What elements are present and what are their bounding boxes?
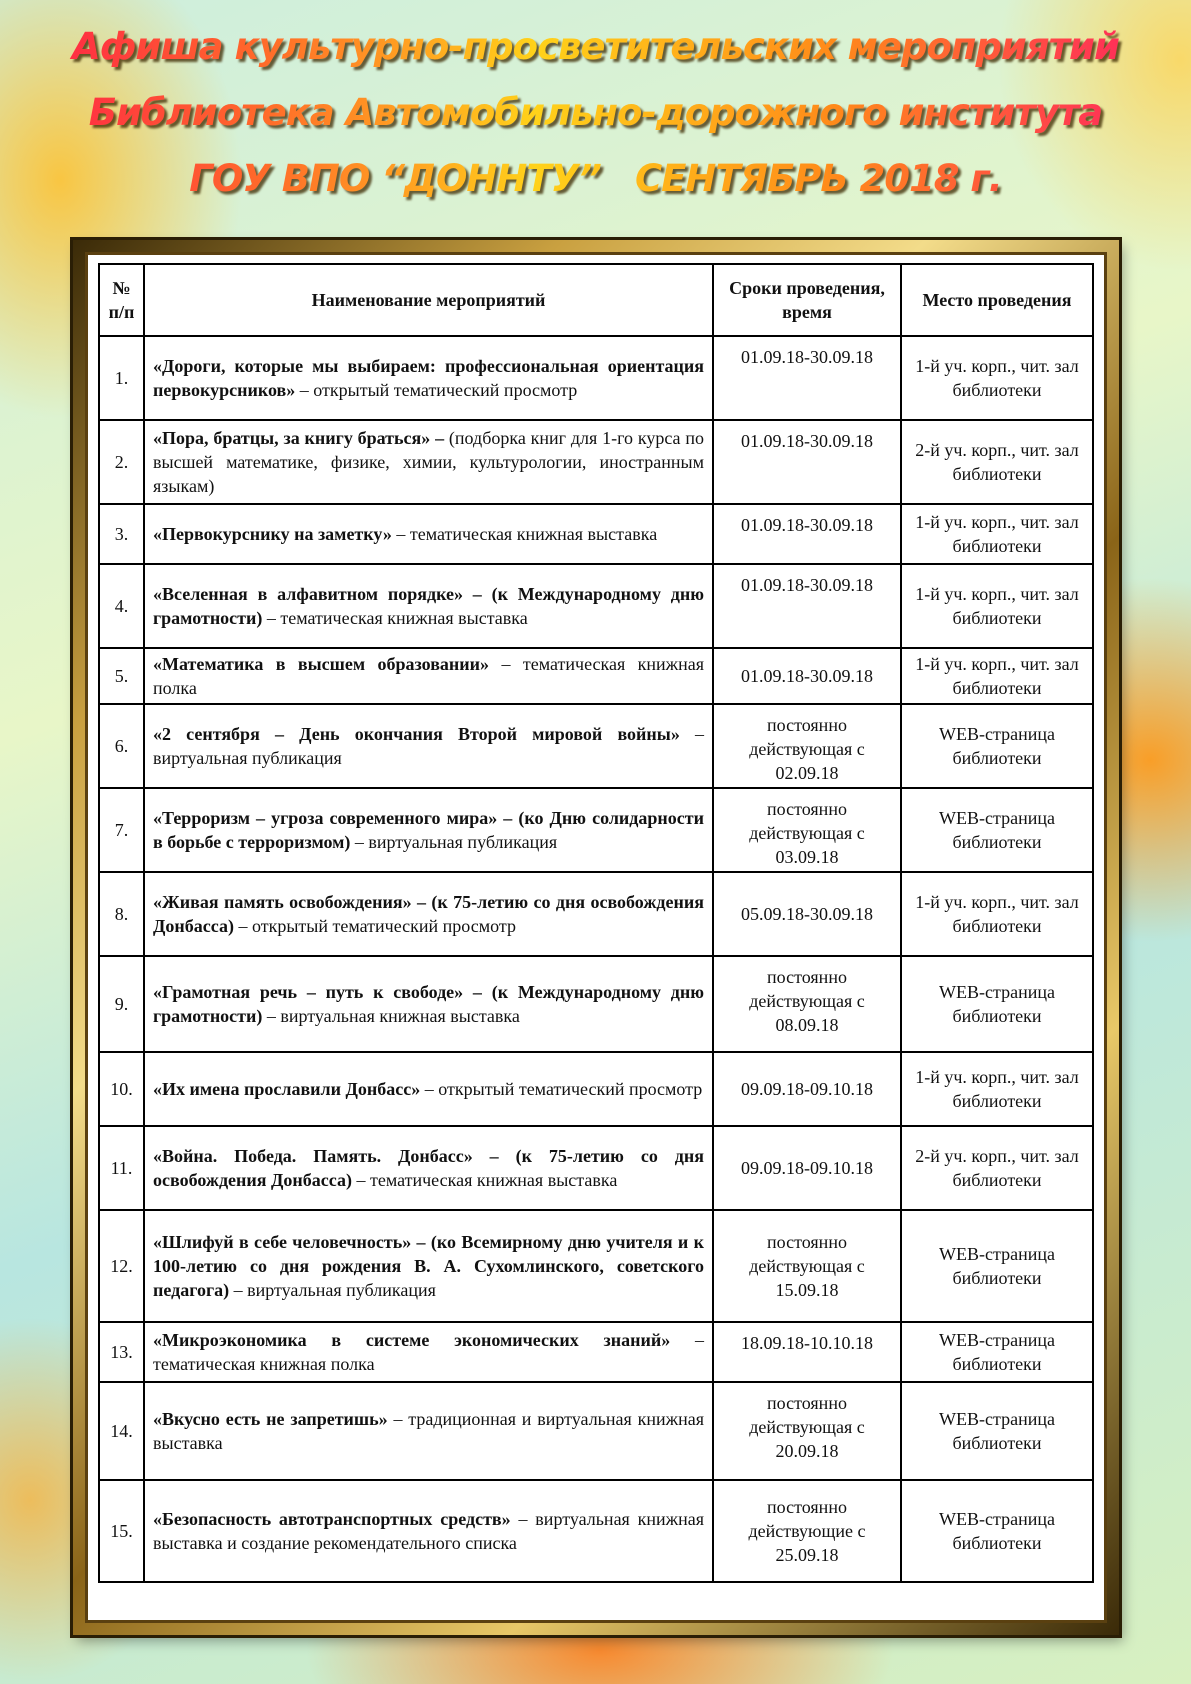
event-place: 1-й уч. корп., чит. зал библиотеки [915, 892, 1079, 936]
event-dates-cell [713, 504, 901, 564]
event-name-cell [144, 788, 713, 872]
event-dates-cell [713, 1322, 901, 1382]
event-description: – виртуальная книжная выставка [262, 1006, 520, 1026]
table-row [99, 956, 1093, 1052]
event-description: – виртуальная публикация [153, 724, 704, 768]
header-title-line-3 [0, 146, 1191, 212]
table-header-row [99, 264, 1093, 336]
row-number-cell [99, 564, 144, 648]
event-title: «Первокурснику на заметку» [153, 524, 392, 544]
event-dates-cell [713, 1210, 901, 1322]
header-place: Место проведения [901, 264, 1093, 336]
event-description: (подборка книг для 1-го курса по высшей математике, физике, химии, культурологии, иностранным языкам) [153, 428, 705, 496]
event-place-cell [901, 704, 1093, 788]
table-row [99, 564, 1093, 648]
event-dates-cell [713, 956, 901, 1052]
event-name-cell [144, 1322, 713, 1382]
event-description: – открытый тематический просмотр [420, 1079, 703, 1099]
event-place-cell [901, 1126, 1093, 1210]
row-number-cell [99, 336, 144, 420]
event-place: 1-й уч. корп., чит. зал библиотеки [915, 512, 1079, 556]
event-dates: 09.09.18-09.10.18 [741, 1079, 873, 1099]
event-place: 1-й уч. корп., чит. зал библиотеки [915, 1067, 1079, 1111]
event-name-cell [144, 872, 713, 956]
row-number: 15. [110, 1521, 133, 1541]
row-number-cell [99, 1322, 144, 1382]
event-description: – тематическая книжная выставка [262, 608, 528, 628]
table-row [99, 1126, 1093, 1210]
event-name-cell [144, 1382, 713, 1480]
frame-inner [85, 252, 1107, 1623]
event-dates-cell [713, 788, 901, 872]
event-place-cell [901, 336, 1093, 420]
row-number: 3. [114, 524, 129, 544]
header-num: № п/п [99, 264, 144, 336]
event-title: «Микроэкономика в системе экономических знаний» [153, 1330, 671, 1350]
row-number: 10. [110, 1079, 133, 1099]
event-description: – тематическая книжная полка [153, 1330, 704, 1374]
header-month-year: СЕНТЯБРЬ 2018 г. [634, 157, 1002, 200]
row-number-cell [99, 1126, 144, 1210]
event-dates: 05.09.18-30.09.18 [741, 904, 873, 924]
row-number: 6. [114, 736, 129, 756]
table-row [99, 788, 1093, 872]
event-title: «Война. Победа. Память. Донбасс» – (к 75-летию со дня освобождения Донбасса) [153, 1146, 704, 1190]
table-row [99, 504, 1093, 564]
event-name-cell [144, 648, 713, 704]
header-dates: Сроки проведения, время [713, 264, 901, 336]
event-name-cell [144, 956, 713, 1052]
event-place-cell [901, 872, 1093, 956]
event-place: WEB-страница библиотеки [939, 1509, 1055, 1553]
event-place: 2-й уч. корп., чит. зал библиотеки [915, 440, 1079, 484]
event-dates-cell [713, 420, 901, 504]
event-dates-cell [713, 1126, 901, 1210]
event-dates-cell [713, 1052, 901, 1126]
event-name-cell [144, 1210, 713, 1322]
event-place: WEB-страница библиотеки [939, 808, 1055, 852]
row-number: 8. [114, 904, 129, 924]
row-number-cell [99, 648, 144, 704]
row-number-cell [99, 788, 144, 872]
event-title: «Вселенная в алфавитном порядке» – (к Международному дню грамотности) [153, 584, 704, 628]
event-dates: 09.09.18-09.10.18 [741, 1158, 873, 1178]
event-dates: постоянно действующая с 02.09.18 [749, 715, 865, 783]
event-dates: 18.09.18-10.10.18 [741, 1333, 873, 1353]
event-title: «2 сентября – День окончания Второй мировой войны» [153, 724, 680, 744]
event-title: «Терроризм – угроза современного мира» – (ко Дню солидарности в борьбе с терроризмом) [153, 808, 704, 852]
event-place-cell [901, 1382, 1093, 1480]
event-description: – открытый тематический просмотр [295, 380, 578, 400]
event-dates: 01.09.18-30.09.18 [741, 515, 873, 535]
header-name: Наименование мероприятий [144, 264, 713, 336]
event-place-cell [901, 504, 1093, 564]
event-description: – виртуальная публикация [350, 832, 558, 852]
events-table [98, 263, 1094, 1583]
table-row [99, 704, 1093, 788]
event-description: – тематическая книжная выставка [351, 1170, 618, 1190]
header-organization: ГОУ ВПО “ДОННТУ” [189, 157, 601, 200]
event-dates: 01.09.18-30.09.18 [741, 666, 873, 686]
event-place-cell [901, 420, 1093, 504]
poster-header [0, 14, 1191, 212]
event-name-cell [144, 1480, 713, 1582]
event-title: «Безопасность автотранспортных средств» [153, 1509, 511, 1529]
event-place-cell [901, 1322, 1093, 1382]
row-number: 13. [110, 1342, 133, 1362]
event-dates-cell [713, 704, 901, 788]
row-number-cell [99, 872, 144, 956]
row-number: 2. [114, 452, 129, 472]
table-row [99, 1480, 1093, 1582]
event-dates: постоянно действующие с 25.09.18 [748, 1497, 866, 1565]
event-place-cell [901, 1210, 1093, 1322]
event-name-cell [144, 336, 713, 420]
event-name-cell [144, 504, 713, 564]
event-place: 1-й уч. корп., чит. зал библиотеки [915, 654, 1079, 698]
event-title: «Их имена прославили Донбасс» [153, 1079, 421, 1099]
row-number: 9. [114, 994, 129, 1014]
event-place: WEB-страница библиотеки [939, 982, 1055, 1026]
table-row [99, 1052, 1093, 1126]
event-dates: постоянно действующая с 08.09.18 [749, 967, 865, 1035]
row-number-cell [99, 1480, 144, 1582]
event-dates-cell [713, 1480, 901, 1582]
table-row [99, 872, 1093, 956]
row-number-cell [99, 956, 144, 1052]
event-name-cell [144, 420, 713, 504]
event-name-cell [144, 704, 713, 788]
event-dates-cell [713, 648, 901, 704]
table-row [99, 336, 1093, 420]
row-number: 5. [114, 666, 129, 686]
event-place-cell [901, 564, 1093, 648]
event-place: WEB-страница библиотеки [939, 724, 1055, 768]
event-place-cell [901, 648, 1093, 704]
row-number: 12. [110, 1256, 133, 1276]
header-title-line-1: Афиша культурно-просветительских мероприятий [0, 14, 1191, 80]
event-description: – тематическая книжная выставка [391, 524, 658, 544]
event-place: WEB-страница библиотеки [939, 1409, 1055, 1453]
event-dates: 01.09.18-30.09.18 [741, 431, 873, 451]
row-number: 4. [114, 596, 129, 616]
event-place-cell [901, 1480, 1093, 1582]
event-dates-cell [713, 872, 901, 956]
row-number-cell [99, 420, 144, 504]
row-number: 14. [110, 1421, 133, 1441]
event-title: «Шлифуй в себе человечность» – (ко Всемирному дню учителя и к 100-летию со дня рождения В. А. Сухомлинского, советского педагога) [153, 1232, 704, 1300]
event-dates: постоянно действующая с 03.09.18 [749, 799, 865, 867]
table-row [99, 420, 1093, 504]
event-title: «Математика в высшем образовании» [153, 654, 490, 674]
event-place: 1-й уч. корп., чит. зал библиотеки [915, 356, 1079, 400]
event-dates-cell [713, 336, 901, 420]
event-title: «Грамотная речь – путь к свободе» – (к Международному дню грамотности) [153, 982, 704, 1026]
row-number: 11. [110, 1158, 133, 1178]
event-description: – традиционная и виртуальная книжная выставка [153, 1409, 704, 1453]
event-name-cell [144, 1126, 713, 1210]
gold-frame [73, 240, 1119, 1635]
event-description: – открытый тематический просмотр [233, 916, 516, 936]
event-dates-cell [713, 564, 901, 648]
event-description: – виртуальная книжная выставка и создание рекомендательного списка [153, 1509, 705, 1553]
event-name-cell [144, 1052, 713, 1126]
event-place: WEB-страница библиотеки [939, 1330, 1055, 1374]
row-number-cell [99, 704, 144, 788]
table-row [99, 1210, 1093, 1322]
event-place-cell [901, 956, 1093, 1052]
event-dates-cell [713, 1382, 901, 1480]
event-place-cell [901, 788, 1093, 872]
event-description: – тематическая книжная полка [153, 654, 705, 698]
row-number-cell [99, 1382, 144, 1480]
row-number-cell [99, 1210, 144, 1322]
event-description: – виртуальная публикация [229, 1280, 436, 1300]
event-title: «Дороги, которые мы выбираем: профессиональная ориентация первокурсников» [153, 356, 704, 400]
event-dates: 01.09.18-30.09.18 [741, 347, 873, 367]
row-number: 7. [114, 820, 129, 840]
header-title-line-2: Библиотека Автомобильно-дорожного института [0, 80, 1191, 146]
event-dates: постоянно действующая с 20.09.18 [749, 1393, 865, 1461]
event-title: «Живая память освобождения» – (к 75-летию со дня освобождения Донбасса) [153, 892, 704, 936]
event-place: WEB-страница библиотеки [939, 1244, 1055, 1288]
row-number-cell [99, 1052, 144, 1126]
events-table-body [99, 336, 1093, 1582]
event-dates: 01.09.18-30.09.18 [741, 575, 873, 595]
event-place-cell [901, 1052, 1093, 1126]
event-place: 1-й уч. корп., чит. зал библиотеки [915, 584, 1079, 628]
table-row [99, 1322, 1093, 1382]
event-title: «Вкусно есть не запретишь» [153, 1409, 388, 1429]
event-dates: постоянно действующая с 15.09.18 [749, 1232, 865, 1300]
event-place: 2-й уч. корп., чит. зал библиотеки [915, 1146, 1079, 1190]
event-name-cell [144, 564, 713, 648]
row-number: 1. [114, 368, 129, 388]
table-row [99, 1382, 1093, 1480]
event-title: «Пора, братцы, за книгу браться» – [153, 428, 445, 448]
row-number-cell [99, 504, 144, 564]
table-row [99, 648, 1093, 704]
